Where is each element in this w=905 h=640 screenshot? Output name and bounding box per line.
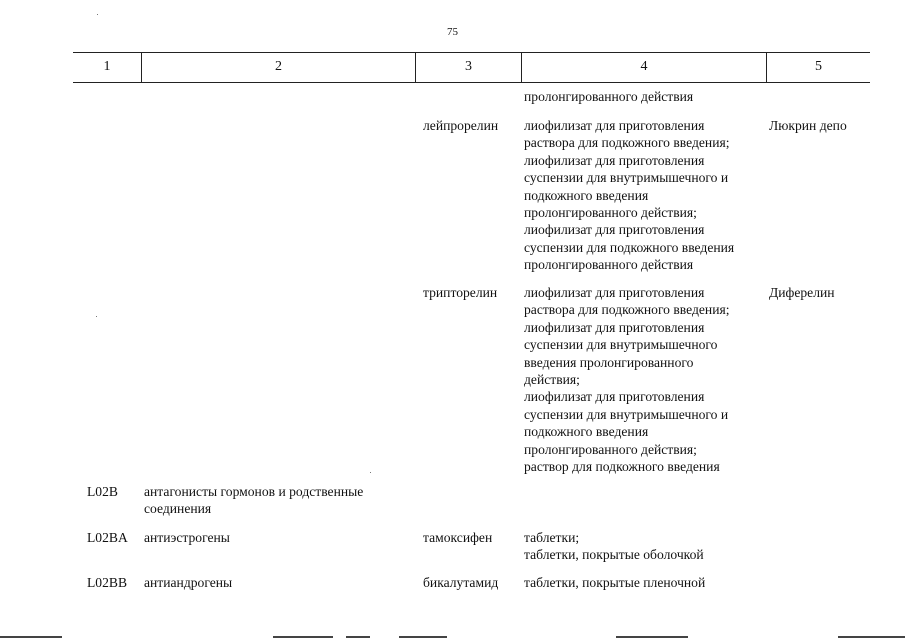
column-header-3: 3: [416, 53, 522, 82]
column-header-5: 5: [815, 59, 822, 74]
table-header: [73, 52, 870, 83]
substance-cell: лейпрорелин: [423, 118, 499, 133]
atc-code-cell: L02B: [87, 484, 118, 499]
scan-speck: [370, 472, 371, 473]
substance-cell: бикалутамид: [423, 575, 499, 590]
page-number: 75: [447, 26, 458, 38]
scan-edge-marks: [0, 636, 905, 640]
group-name-cell: антиэстрогены: [144, 530, 230, 545]
dosage-form-cell: пролонгированного действия: [524, 89, 694, 104]
dosage-form-cell: лиофилизат для приготовления раствора для подкожного введения; лиофилизат для приготовления суспензии для внутримышечного введения пролонгированного действия; лиофилизат для приготовления суспензии для внутримышечного и подкожного введения пролонгированного действия; раствор для подкожного введения: [524, 285, 730, 475]
trade-name-cell: Диферелин: [769, 285, 835, 300]
substance-cell: трипторелин: [423, 285, 498, 300]
substance-cell: тамоксифен: [423, 530, 493, 545]
dosage-form-cell: таблетки; таблетки, покрытые оболочкой: [524, 530, 704, 563]
dosage-form-cell: лиофилизат для приготовления раствора для подкожного введения; лиофилизат для приготовления суспензии для внутримышечного и подкожного введения пролонгированного действия; лиофилизат для приготовления суспензии для подкожного введения пролонгированного действия: [524, 118, 735, 273]
group-name-cell: антагонисты гормонов и родственные соединения: [144, 484, 364, 517]
atc-code-cell: L02BB: [87, 575, 128, 590]
group-name-cell: антиандрогены: [144, 575, 233, 590]
dosage-form-cell: таблетки, покрытые пленочной: [524, 575, 706, 590]
trade-name-cell: Люкрин депо: [769, 118, 847, 133]
column-header-1: 1: [73, 53, 142, 82]
atc-code-cell: L02BA: [87, 530, 128, 545]
column-header-2: 2: [142, 53, 416, 82]
scan-speck: [97, 14, 98, 15]
column-header-4: 4: [522, 53, 767, 82]
scan-speck: [96, 316, 97, 317]
